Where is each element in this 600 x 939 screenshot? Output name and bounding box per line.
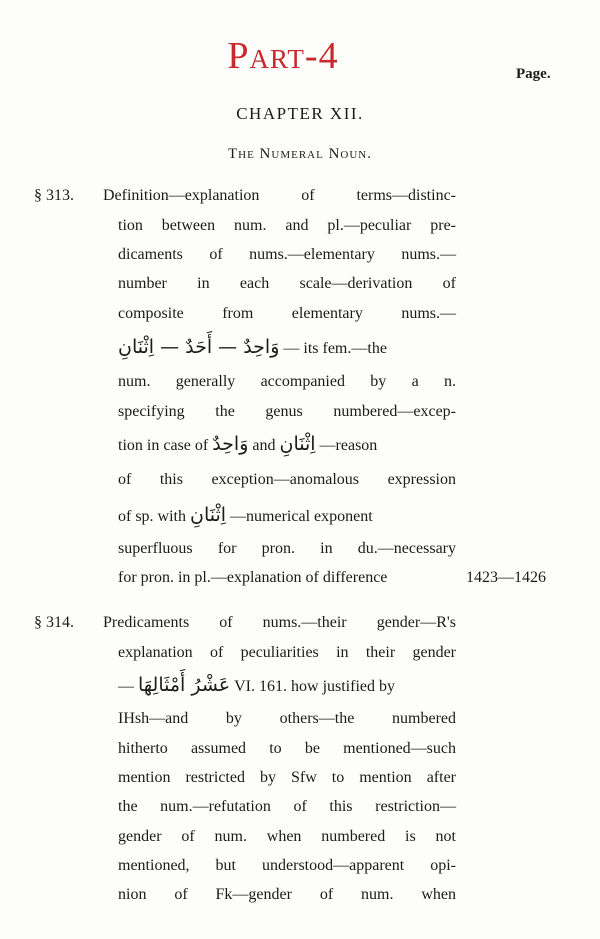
text-line: mentioned, but understood—apparent opi-: [118, 857, 456, 874]
text-line: for pron. in pl.—explanation of difference: [118, 569, 388, 586]
text-line-arabic: of sp. with اِثْنَانِ —numerical exponent: [118, 504, 373, 526]
text-line: Predicaments of nums.—their gender—R's: [103, 614, 456, 631]
text-line: composite from elementary nums.—: [118, 305, 456, 322]
text-line: hitherto assumed to be mentioned—such: [118, 740, 456, 757]
text-line: num. generally accompanied by a n.: [118, 373, 456, 390]
text-line: mention restricted by Sfw to mention after: [118, 769, 456, 786]
text-line: gender of num. when numbered is not: [118, 828, 456, 845]
text-line: superfluous for pron. in du.—necessary: [118, 540, 456, 557]
text-line: of this exception—anomalous expression: [118, 471, 456, 488]
chapter-heading: CHAPTER XII.: [236, 104, 364, 123]
text-line: specifying the genus numbered—excep-: [118, 403, 456, 420]
text-line-arabic: وَاحِدٌ — أَحَدٌ — اِثْنَانِ — its fem.—the: [118, 336, 387, 358]
part-title: Part-4: [227, 35, 339, 77]
text-line-arabic: tion in case of وَاحِدٌ and اِثْنَانِ —reason: [118, 433, 378, 455]
text-line-arabic: — عَشْرُ أَمْثَالِهَا VI. 161. how justified by: [118, 674, 395, 696]
text-line: tion between num. and pl.—peculiar pre-: [118, 217, 456, 234]
page-reference: 1423—1426: [466, 569, 546, 586]
text-line: nion of Fk—gender of num. when: [118, 886, 456, 903]
text-line: number in each scale—derivation of: [118, 275, 456, 292]
text-line: IHsh—and by others—the numbered: [118, 710, 456, 727]
section-number: § 313.: [34, 187, 74, 204]
text-line: Definition—explanation of terms—distinc-: [103, 187, 456, 204]
text-line: explanation of peculiarities in their gender: [118, 644, 456, 661]
text-line: dicaments of nums.—elementary nums.—: [118, 246, 456, 263]
text-line: the num.—refutation of this restriction—: [118, 798, 456, 815]
section-number: § 314.: [34, 614, 74, 631]
chapter-subtitle: The Numeral Noun.: [227, 146, 373, 162]
page-column-label: Page.: [516, 66, 551, 82]
